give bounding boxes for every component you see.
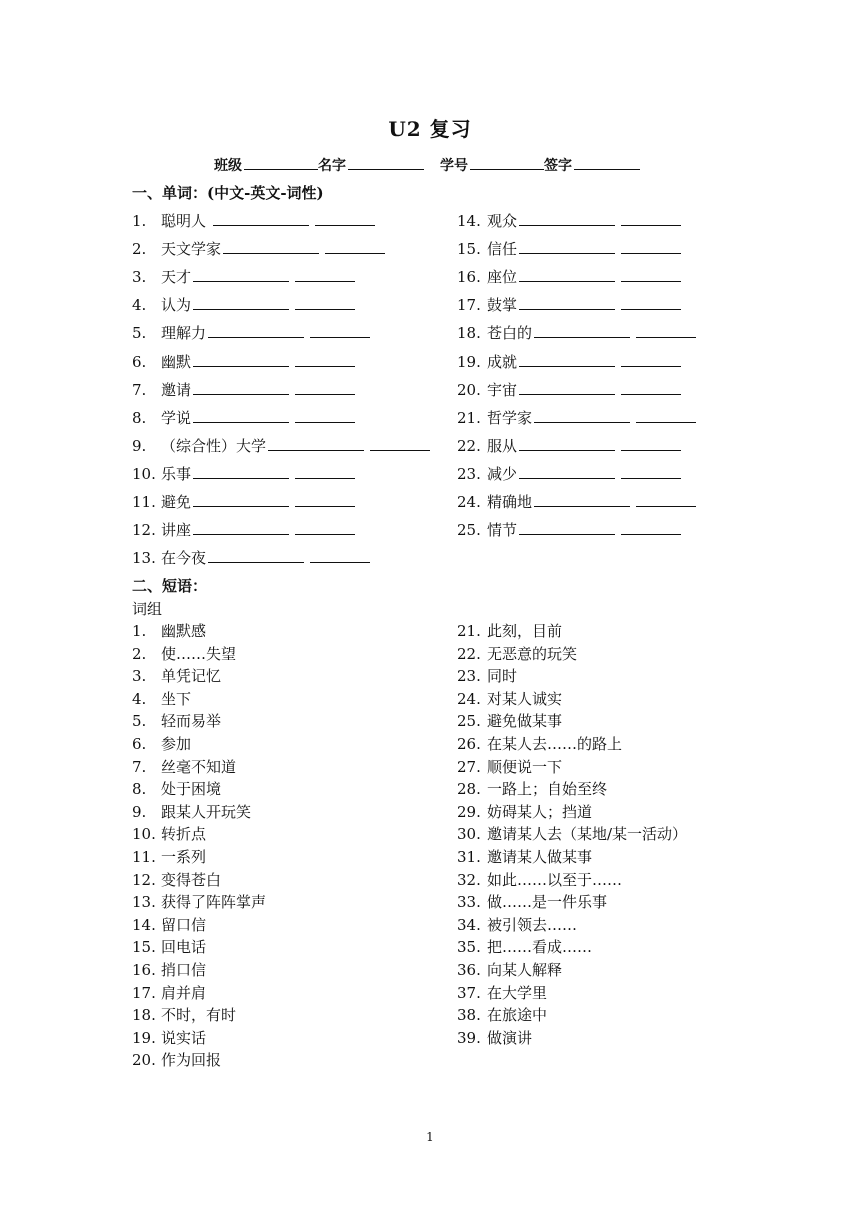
part-of-speech-blank[interactable] <box>295 492 355 507</box>
item-text: 苍白的 <box>487 324 533 343</box>
item-number: 31. <box>457 848 481 866</box>
item-text: 聪明人 <box>161 212 211 230</box>
part-of-speech-blank[interactable] <box>370 436 430 451</box>
item-text: 服从 <box>487 436 518 455</box>
item-text: 此刻，目前 <box>487 622 563 640</box>
phrase-item <box>457 915 577 935</box>
part-of-speech-blank[interactable] <box>621 464 681 479</box>
phrase-item <box>457 689 562 709</box>
item-text: 处于困境 <box>161 780 222 799</box>
phrase-item <box>457 1005 547 1025</box>
item-number: 37. <box>457 983 481 1002</box>
part-of-speech-blank[interactable] <box>621 239 681 254</box>
class-label: 班级 <box>214 158 242 174</box>
item-number: 5. <box>132 324 147 343</box>
phrase-item <box>457 802 592 822</box>
part-of-speech-blank[interactable] <box>295 352 355 367</box>
phrase-item <box>132 960 206 980</box>
item-text: 幽默 <box>161 352 192 371</box>
phrase-item <box>132 779 221 799</box>
word-item <box>132 267 355 287</box>
phrases-subheading: 词组 <box>132 600 163 618</box>
item-number: 21. <box>457 622 481 640</box>
item-text: 鼓掌 <box>487 296 518 315</box>
item-number: 10. <box>132 464 156 483</box>
item-text: 在今夜 <box>161 549 207 568</box>
item-text: 避免 <box>161 493 192 511</box>
phrase-item <box>457 983 547 1003</box>
phrase-item <box>457 847 592 867</box>
english-blank[interactable] <box>193 520 289 535</box>
item-text: 邀请某人做某事 <box>487 848 593 866</box>
english-blank[interactable] <box>519 295 615 310</box>
item-number: 24. <box>457 689 481 708</box>
phrase-item <box>132 711 221 731</box>
item-text: 做……是一件乐事 <box>487 893 608 912</box>
item-text: 轻而易举 <box>161 712 222 731</box>
item-number: 10. <box>132 825 156 844</box>
item-text: 邀请 <box>161 380 192 399</box>
english-blank[interactable] <box>193 295 289 310</box>
english-blank[interactable] <box>193 464 289 479</box>
item-number: 14. <box>457 212 481 230</box>
word-item <box>457 295 681 315</box>
sign-label: 签字 <box>544 158 572 174</box>
phrase-item <box>132 1005 236 1025</box>
item-text: 向某人解释 <box>487 961 563 979</box>
item-text: 被引领去…… <box>487 915 578 934</box>
sign-blank[interactable] <box>574 155 640 170</box>
phrase-item <box>132 734 191 754</box>
item-number: 7. <box>132 380 147 399</box>
item-text: 无恶意的玩笑 <box>487 644 578 663</box>
phrase-item <box>132 689 191 709</box>
item-number: 5. <box>132 712 147 731</box>
item-number: 19. <box>457 352 481 371</box>
english-blank[interactable] <box>519 211 615 226</box>
item-text: 如此……以至于…… <box>487 870 623 889</box>
part-of-speech-blank[interactable] <box>325 239 385 254</box>
item-text: 讲座 <box>161 521 192 540</box>
item-text: 妨碍某人；挡道 <box>487 802 593 821</box>
english-blank[interactable] <box>268 436 364 451</box>
item-text: 变得苍白 <box>161 870 222 889</box>
word-item <box>132 295 355 315</box>
part-of-speech-blank[interactable] <box>621 352 681 367</box>
item-number: 3. <box>132 268 147 287</box>
item-number: 15. <box>132 938 156 957</box>
item-number: 12. <box>132 870 156 889</box>
item-number: 4. <box>132 296 147 315</box>
item-text: （综合性）大学 <box>161 436 267 455</box>
item-text: 肩并肩 <box>161 983 207 1002</box>
item-text: 单凭记忆 <box>161 667 222 686</box>
word-item <box>457 436 681 456</box>
item-number: 13. <box>132 893 156 912</box>
part-of-speech-blank[interactable] <box>295 408 355 423</box>
english-blank[interactable] <box>208 323 304 338</box>
student-info-line <box>214 155 640 175</box>
item-number: 35. <box>457 938 481 957</box>
word-item <box>132 239 385 259</box>
item-number: 29. <box>457 802 481 821</box>
english-blank[interactable] <box>208 548 304 563</box>
item-text: 对某人诚实 <box>487 689 563 708</box>
item-text: 把……看成…… <box>487 938 593 957</box>
item-text: 作为回报 <box>161 1051 222 1070</box>
item-number: 4. <box>132 689 147 708</box>
item-number: 30. <box>457 825 481 844</box>
phrase-item <box>132 915 206 935</box>
item-number: 16. <box>132 961 156 979</box>
english-blank[interactable] <box>213 211 309 226</box>
word-item <box>132 548 370 568</box>
part-of-speech-blank[interactable] <box>295 267 355 282</box>
item-text: 参加 <box>161 735 192 753</box>
item-text: 信任 <box>487 240 518 259</box>
part-of-speech-blank[interactable] <box>295 380 355 395</box>
phrase-item <box>132 983 206 1003</box>
part-of-speech-blank[interactable] <box>636 323 696 338</box>
item-number: 25. <box>457 712 481 731</box>
part-of-speech-blank[interactable] <box>621 520 681 535</box>
item-number: 22. <box>457 436 481 455</box>
english-blank[interactable] <box>519 464 615 479</box>
item-number: 23. <box>457 667 481 686</box>
phrase-item <box>132 937 206 957</box>
item-text: 宇宙 <box>487 380 518 399</box>
item-text: 哲学家 <box>487 408 533 427</box>
item-number: 3. <box>132 667 147 686</box>
english-blank[interactable] <box>193 352 289 367</box>
item-number: 8. <box>132 780 147 799</box>
word-item <box>132 323 370 343</box>
item-text: 一路上；自始至终 <box>487 780 608 799</box>
name-blank[interactable] <box>348 155 424 170</box>
item-text: 观众 <box>487 212 518 230</box>
page-title: U2 复习 <box>388 117 472 141</box>
part-of-speech-blank[interactable] <box>621 211 681 226</box>
english-blank[interactable] <box>534 408 630 423</box>
word-item <box>457 408 696 428</box>
word-item <box>457 492 696 512</box>
class-blank[interactable] <box>244 155 318 170</box>
item-text: 跟某人开玩笑 <box>161 802 252 821</box>
item-text: 邀请某人去（某地/某一活动） <box>487 825 688 844</box>
item-number: 12. <box>132 521 156 540</box>
phrase-item <box>457 644 577 664</box>
english-blank[interactable] <box>519 267 615 282</box>
phrase-item <box>457 734 622 754</box>
item-number: 23. <box>457 464 481 483</box>
word-item <box>457 464 681 484</box>
part-of-speech-blank[interactable] <box>636 408 696 423</box>
word-item <box>132 408 355 428</box>
english-blank[interactable] <box>519 352 615 367</box>
item-text: 不时，有时 <box>161 1006 237 1025</box>
english-blank[interactable] <box>193 267 289 282</box>
part-of-speech-blank[interactable] <box>310 323 370 338</box>
phrase-item <box>457 870 622 890</box>
phrase-item <box>132 644 236 664</box>
word-item <box>457 380 681 400</box>
phrase-item <box>132 847 206 867</box>
item-number: 39. <box>457 1028 481 1047</box>
item-number: 9. <box>132 802 147 821</box>
word-item <box>457 211 681 231</box>
phrase-item <box>132 870 221 890</box>
item-number: 1. <box>132 622 147 640</box>
item-number: 19. <box>132 1028 156 1047</box>
item-text: 理解力 <box>161 324 207 343</box>
part-of-speech-blank[interactable] <box>621 380 681 395</box>
item-number: 34. <box>457 915 481 934</box>
item-text: 一系列 <box>161 848 207 866</box>
english-blank[interactable] <box>519 380 615 395</box>
item-number: 27. <box>457 757 481 776</box>
phrase-item <box>132 892 266 912</box>
phrase-item <box>132 1050 221 1070</box>
phrase-item <box>132 1028 206 1048</box>
word-item <box>132 211 375 231</box>
phrase-item <box>457 779 607 799</box>
page-number: 1 <box>426 1130 434 1144</box>
phrase-item <box>132 666 221 686</box>
word-item <box>457 267 681 287</box>
phrase-item <box>132 757 236 777</box>
english-blank[interactable] <box>519 520 615 535</box>
item-text: 座位 <box>487 268 518 287</box>
part-of-speech-blank[interactable] <box>295 295 355 310</box>
item-number: 33. <box>457 893 481 912</box>
item-number: 6. <box>132 352 147 371</box>
phrase-item <box>132 824 206 844</box>
word-item <box>457 352 681 372</box>
item-text: 学说 <box>161 408 192 427</box>
word-item <box>457 323 696 343</box>
word-item <box>132 352 355 372</box>
item-number: 24. <box>457 493 481 511</box>
word-item <box>457 239 681 259</box>
item-text: 说实话 <box>161 1028 207 1047</box>
phrase-item <box>457 960 562 980</box>
english-blank[interactable] <box>223 239 319 254</box>
item-text: 使……失望 <box>161 644 237 663</box>
id-blank[interactable] <box>470 155 544 170</box>
phrase-item <box>132 802 251 822</box>
item-text: 天才 <box>161 268 192 287</box>
item-text: 成就 <box>487 352 518 371</box>
id-label: 学号 <box>440 158 468 174</box>
part-of-speech-blank[interactable] <box>295 520 355 535</box>
item-text: 情节 <box>487 521 518 540</box>
item-text: 精确地 <box>487 493 533 511</box>
item-number: 18. <box>132 1006 156 1025</box>
item-text: 做演讲 <box>487 1028 533 1047</box>
item-text: 在大学里 <box>487 983 548 1002</box>
item-number: 17. <box>132 983 156 1002</box>
english-blank[interactable] <box>193 408 289 423</box>
item-number: 21. <box>457 408 481 427</box>
item-number: 18. <box>457 324 481 343</box>
item-number: 20. <box>457 380 481 399</box>
name-label: 名字 <box>318 158 346 174</box>
english-blank[interactable] <box>519 239 615 254</box>
item-number: 26. <box>457 735 481 753</box>
word-item <box>132 464 355 484</box>
item-number: 7. <box>132 757 147 776</box>
phrase-item <box>457 824 687 844</box>
item-number: 14. <box>132 915 156 934</box>
english-blank[interactable] <box>534 323 630 338</box>
item-text: 丝毫不知道 <box>161 757 237 776</box>
item-number: 16. <box>457 268 481 287</box>
phrase-item <box>457 621 562 641</box>
section-phrases-heading: 二、短语： <box>132 577 208 595</box>
part-of-speech-blank[interactable] <box>295 464 355 479</box>
item-number: 11. <box>132 848 156 866</box>
item-number: 25. <box>457 521 481 540</box>
english-blank[interactable] <box>193 380 289 395</box>
phrase-item <box>457 666 517 686</box>
item-number: 22. <box>457 644 481 663</box>
item-number: 15. <box>457 240 481 259</box>
item-text: 天文学家 <box>161 240 222 259</box>
item-text: 认为 <box>161 296 192 315</box>
part-of-speech-blank[interactable] <box>310 548 370 563</box>
item-text: 转折点 <box>161 825 207 844</box>
part-of-speech-blank[interactable] <box>636 492 696 507</box>
item-text: 留口信 <box>161 915 207 934</box>
word-item <box>132 380 355 400</box>
item-number: 8. <box>132 408 147 427</box>
part-of-speech-blank[interactable] <box>315 211 375 226</box>
section-words-heading: 一、单词：(中文-英文-词性) <box>132 184 324 202</box>
part-of-speech-blank[interactable] <box>621 436 681 451</box>
item-number: 17. <box>457 296 481 315</box>
phrase-item <box>457 937 592 957</box>
phrase-item <box>457 757 562 777</box>
item-number: 13. <box>132 549 156 568</box>
item-text: 同时 <box>487 667 518 686</box>
phrase-item <box>457 1028 532 1048</box>
english-blank[interactable] <box>534 492 630 507</box>
word-item <box>132 492 355 512</box>
item-text: 捎口信 <box>161 961 207 979</box>
word-item <box>457 520 681 540</box>
item-number: 36. <box>457 961 481 979</box>
item-number: 32. <box>457 870 481 889</box>
phrase-item <box>132 621 206 641</box>
item-number: 1. <box>132 212 147 230</box>
item-text: 顺便说一下 <box>487 757 563 776</box>
item-number: 20. <box>132 1051 156 1070</box>
item-text: 回电话 <box>161 938 207 957</box>
item-number: 9. <box>132 436 147 455</box>
word-item <box>132 520 355 540</box>
phrase-item <box>457 892 607 912</box>
item-text: 坐下 <box>161 689 192 708</box>
item-number: 11. <box>132 493 156 511</box>
item-number: 2. <box>132 644 147 663</box>
item-number: 38. <box>457 1006 481 1025</box>
item-text: 避免做某事 <box>487 712 563 731</box>
english-blank[interactable] <box>519 436 615 451</box>
item-text: 幽默感 <box>161 622 207 640</box>
item-text: 减少 <box>487 464 518 483</box>
word-item <box>132 436 430 456</box>
item-text: 获得了阵阵掌声 <box>161 893 267 912</box>
part-of-speech-blank[interactable] <box>621 295 681 310</box>
phrase-item <box>457 711 562 731</box>
english-blank[interactable] <box>193 492 289 507</box>
item-number: 28. <box>457 780 481 799</box>
item-text: 在旅途中 <box>487 1006 548 1025</box>
item-text: 乐事 <box>161 464 192 483</box>
item-text: 在某人去……的路上 <box>487 735 623 753</box>
item-number: 6. <box>132 735 147 753</box>
item-number: 2. <box>132 240 147 259</box>
part-of-speech-blank[interactable] <box>621 267 681 282</box>
